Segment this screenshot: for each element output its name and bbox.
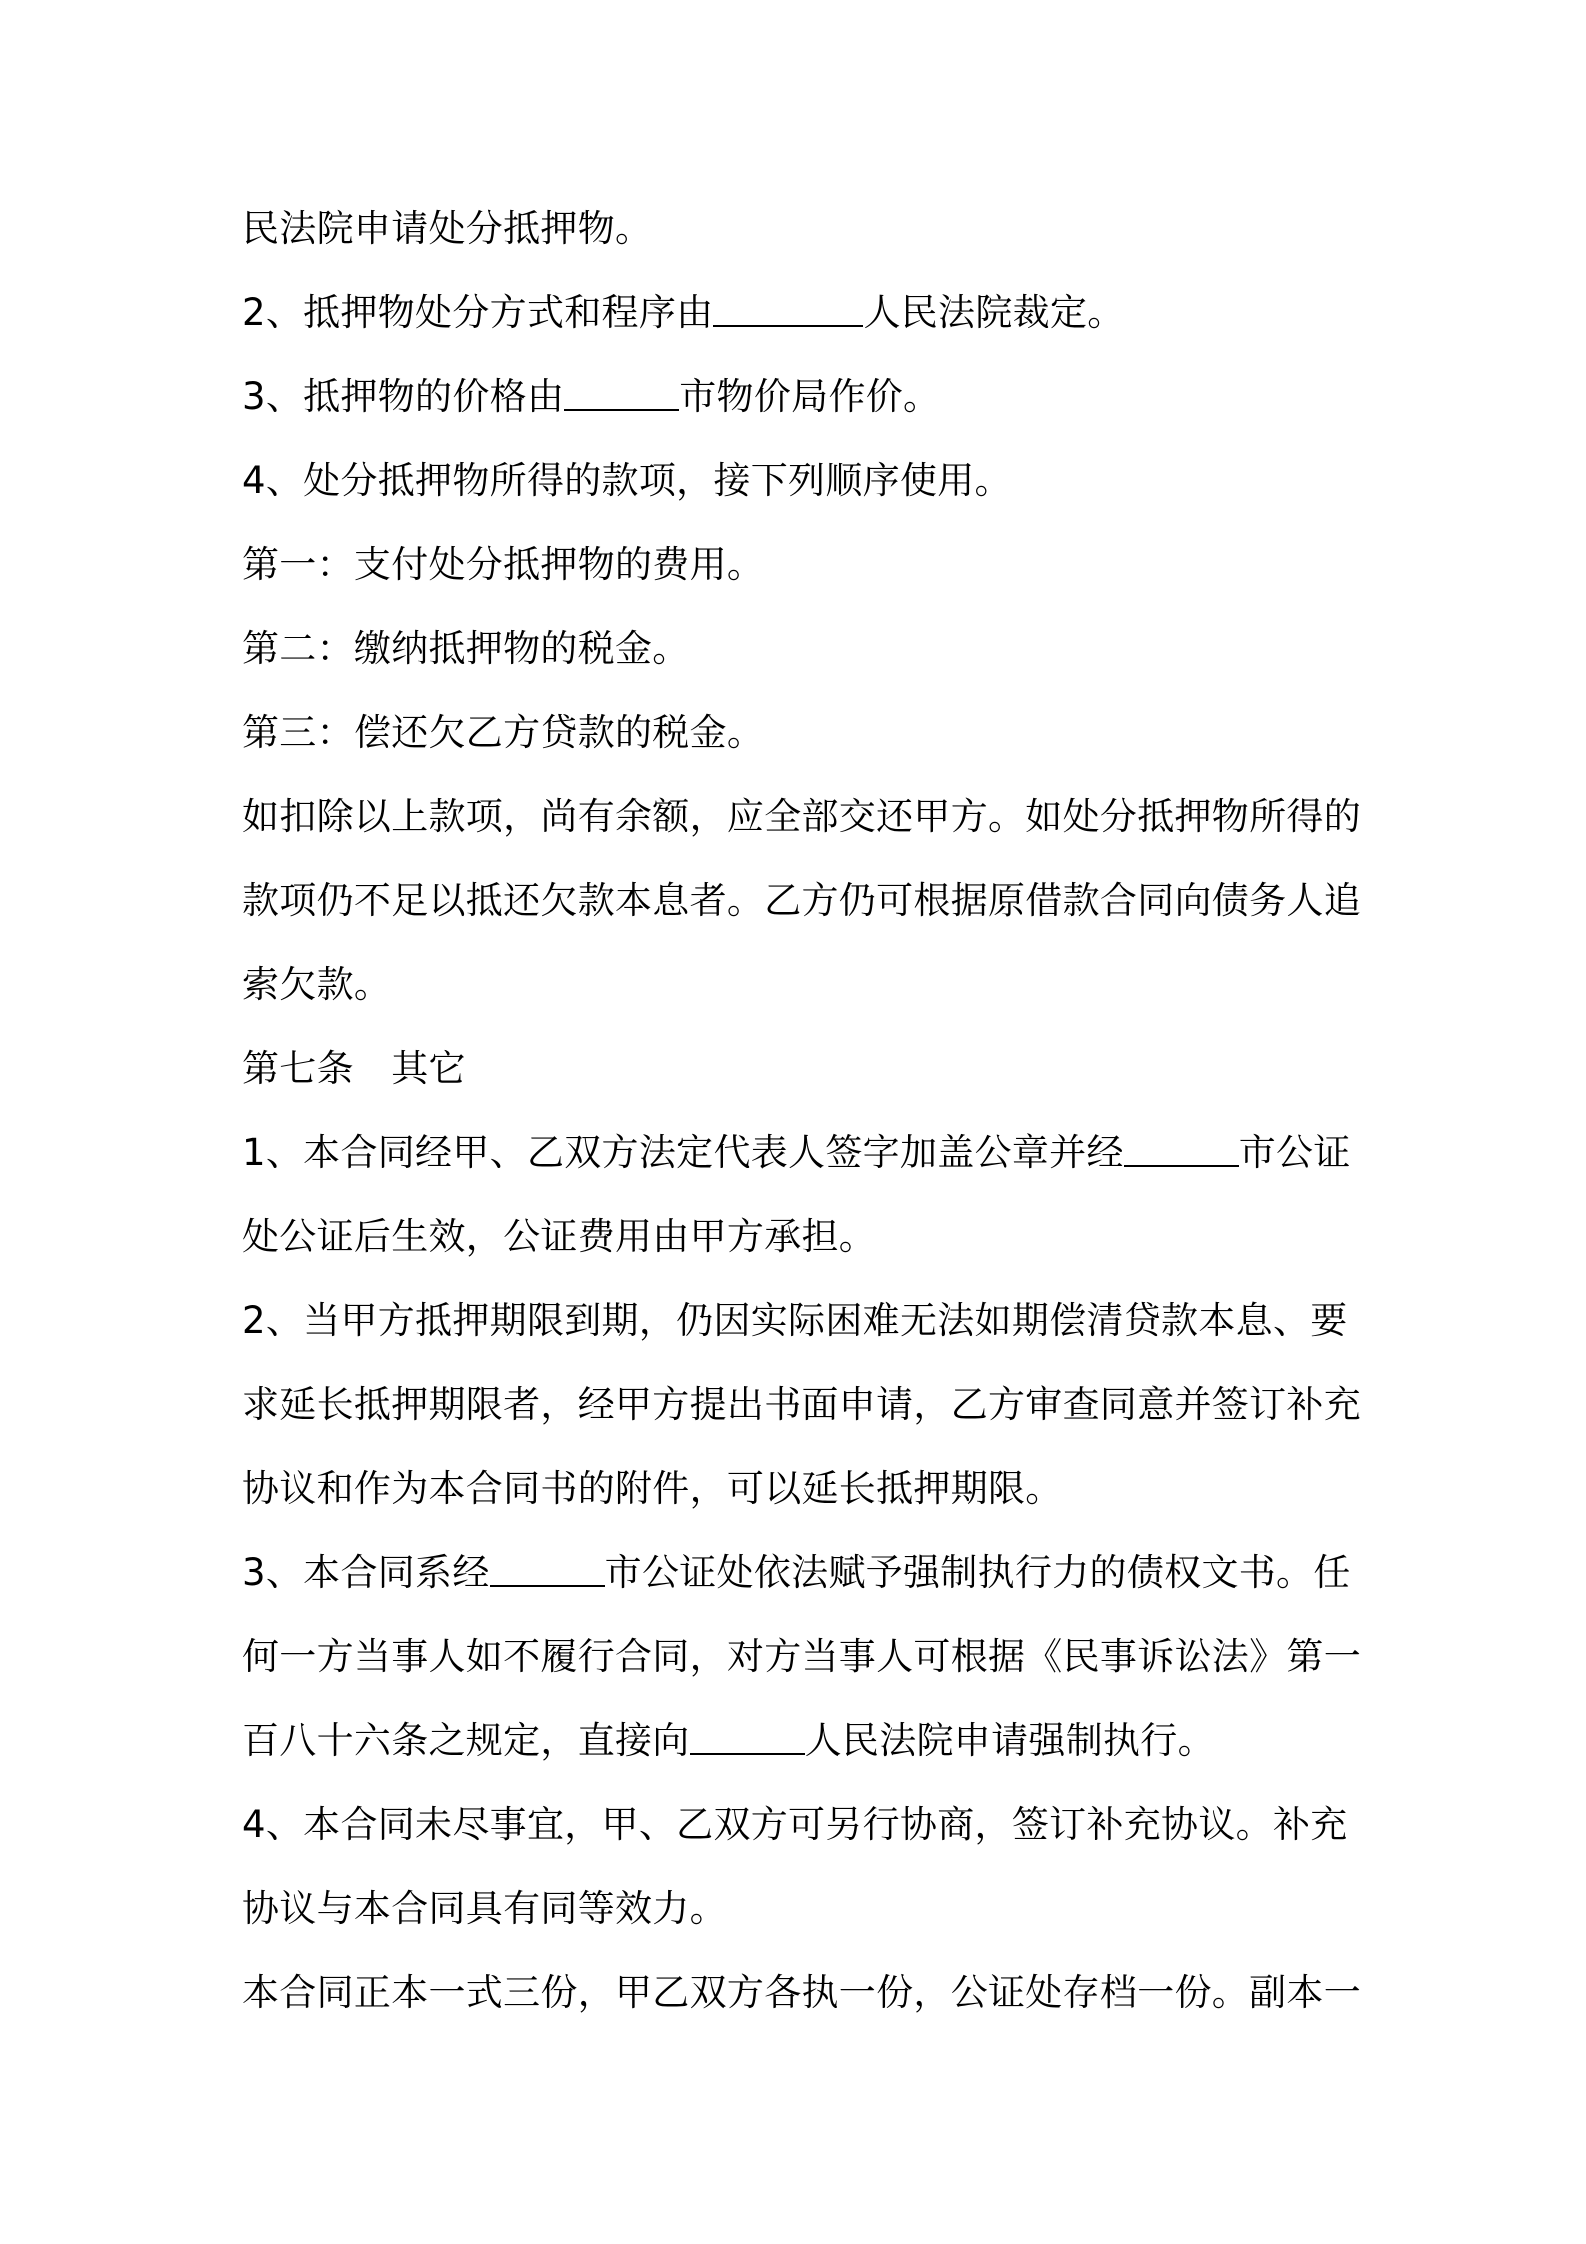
text-line: 第三：偿还欠乙方贷款的税金。: [242, 711, 765, 754]
text-line: 协议与本合同具有同等效力。: [242, 1887, 727, 1930]
text-line: 何一方当事人如不履行合同，对方当事人可根据《民事诉讼法》第一: [242, 1635, 1361, 1678]
text-line: 如扣除以上款项，尚有余额，应全部交还甲方。如处分抵押物所得的: [242, 795, 1361, 838]
text-line: 协议和作为本合同书的附件，可以延长抵押期限。: [242, 1467, 1063, 1510]
text-line: 3、抵押物的价格由 市物价局作价。: [242, 375, 941, 418]
text-line: 索欠款。: [242, 963, 392, 1006]
section-heading: 第七条 其它: [242, 1047, 466, 1090]
text-line: 款项仍不足以抵还欠款本息者。乙方仍可根据原借款合同向债务人追: [242, 879, 1361, 922]
text-line: 民法院申请处分抵押物。: [242, 207, 653, 250]
text-line: 1、本合同经甲、乙双方法定代表人签字加盖公章并经 市公证: [242, 1131, 1351, 1174]
text-line: 求延长抵押期限者，经甲方提出书面申请，乙方审查同意并签订补充: [242, 1383, 1361, 1426]
text-line: 百八十六条之规定，直接向 人民法院申请强制执行。: [242, 1719, 1215, 1762]
fill-in-blank: [564, 379, 679, 411]
fill-in-blank: [1124, 1135, 1239, 1167]
text-line: 处公证后生效，公证费用由甲方承担。: [242, 1215, 877, 1258]
fill-in-blank: [690, 1723, 805, 1755]
text-line: 第一：支付处分抵押物的费用。: [242, 543, 765, 586]
fill-in-blank: [713, 295, 863, 327]
text-line: 4、处分抵押物所得的款项，接下列顺序使用。: [242, 459, 1012, 502]
text-line: 2、当甲方抵押期限到期，仍因实际困难无法如期偿清贷款本息、要: [242, 1299, 1348, 1342]
text-line: 3、本合同系经 市公证处依法赋予强制执行力的债权文书。任: [242, 1551, 1351, 1594]
fill-in-blank: [490, 1555, 605, 1587]
text-line: 第二：缴纳抵押物的税金。: [242, 627, 690, 670]
text-line: 4、本合同未尽事宜，甲、乙双方可另行协商，签订补充协议。补充: [242, 1803, 1348, 1846]
text-line: 本合同正本一式三份，甲乙双方各执一份，公证处存档一份。副本一: [242, 1971, 1361, 2014]
text-line: 2、抵押物处分方式和程序由 人民法院裁定。: [242, 291, 1125, 334]
